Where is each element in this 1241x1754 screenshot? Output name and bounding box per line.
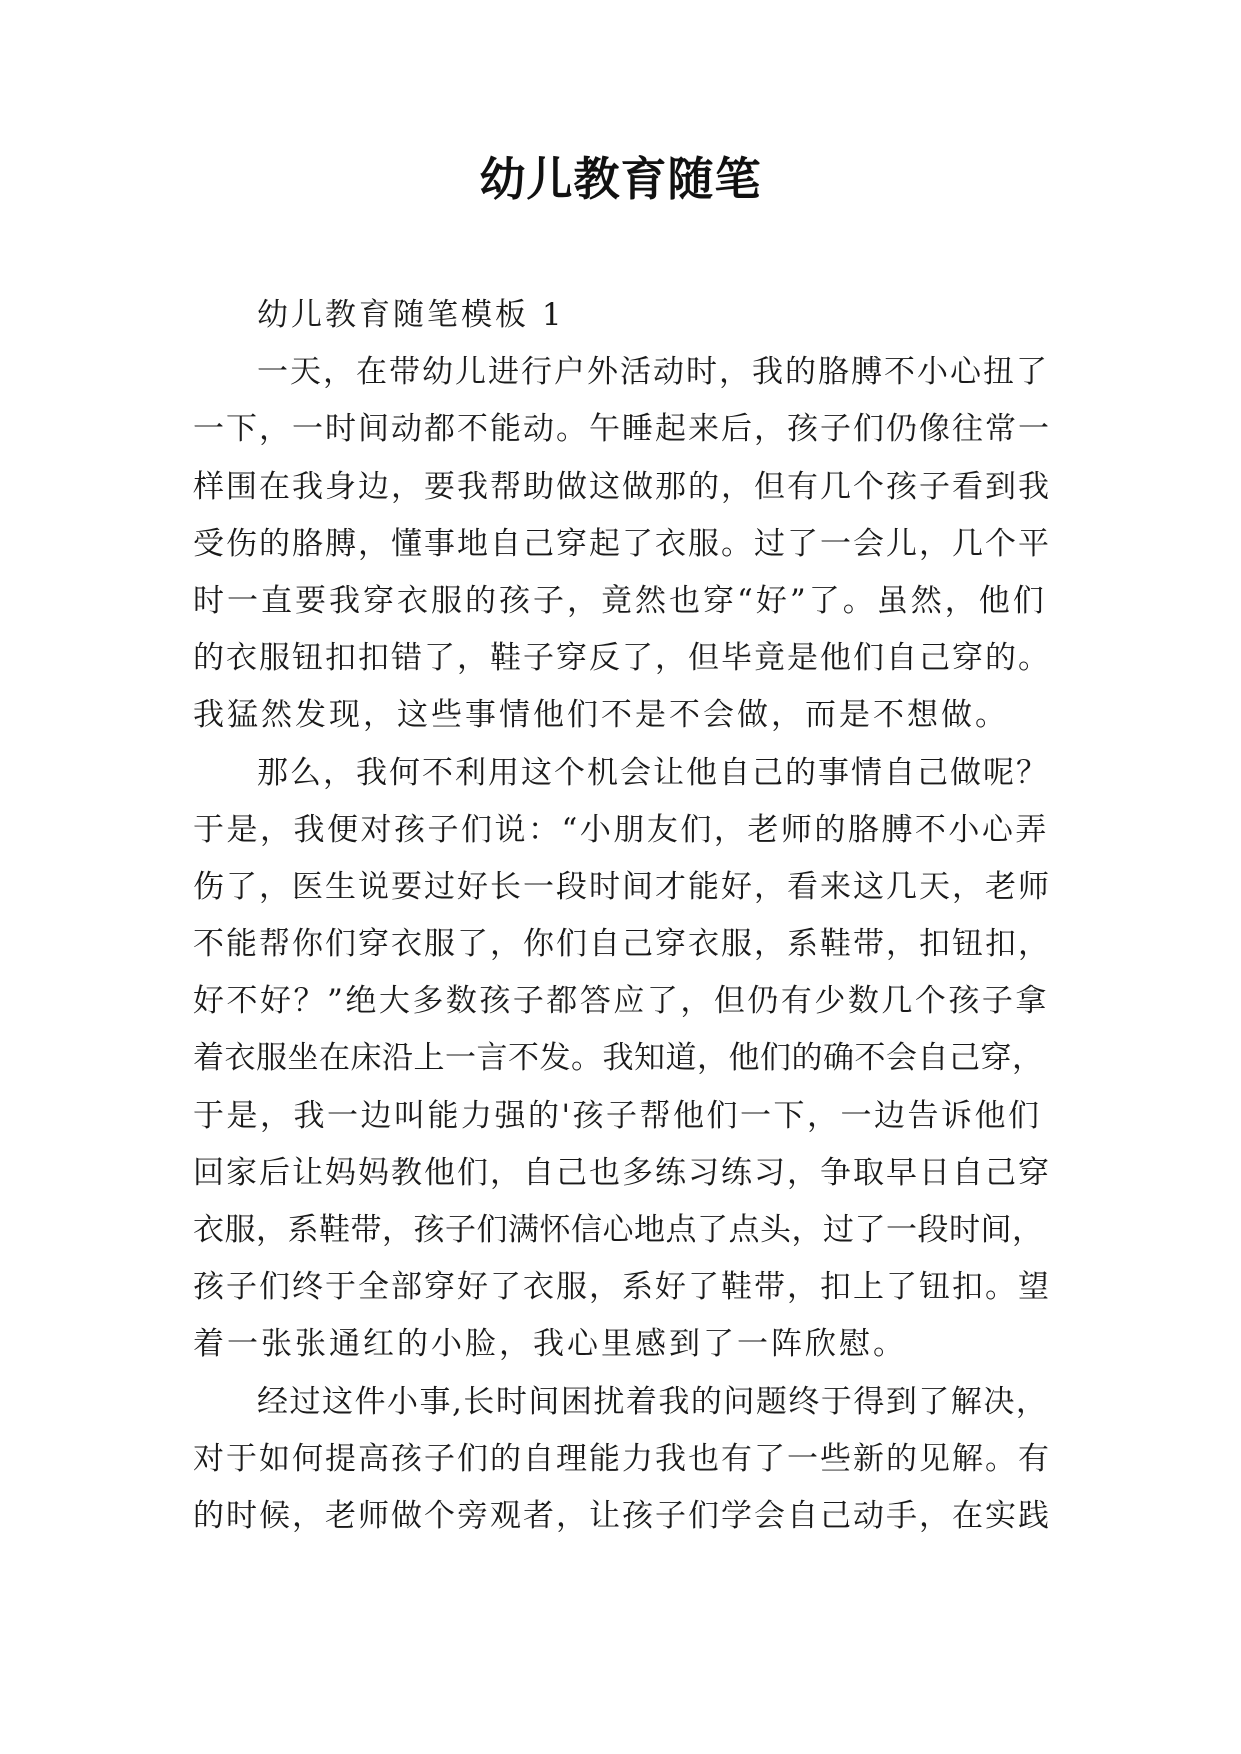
text-line: 伤了，医生说要过好长一段时间才能好，看来这几天，老师	[193, 868, 1051, 905]
text-line: 一下，一时间动都不能动。午睡起来后，孩子们仍像往常一	[193, 411, 1051, 448]
text-line: 着衣服坐在床沿上一言不发。我知道，他们的确不会自己穿，	[193, 1040, 1044, 1077]
text-line: 孩子们终于全部穿好了衣服，系好了鞋带，扣上了钮扣。望	[193, 1269, 1051, 1306]
text-line: 好不好？”绝大多数孩子都答应了，但仍有少数几个孩子拿	[193, 983, 1049, 1020]
text-line: 的衣服钮扣扣错了，鞋子穿反了，但毕竟是他们自己穿的。	[193, 640, 1051, 677]
text-line: 对于如何提高孩子们的自理能力我也有了一些新的见解。有	[193, 1440, 1051, 1477]
text-line: 衣服，系鞋带，孩子们满怀信心地点了点头，过了一段时间，	[193, 1212, 1044, 1248]
document-title: 幼儿教育随笔	[479, 152, 762, 206]
document-body	[193, 287, 1053, 1545]
text-line: 时一直要我穿衣服的孩子，竟然也穿“好”了。虽然，他们	[193, 582, 1047, 619]
text-line: 的时候，老师做个旁观者，让孩子们学会自己动手，在实践	[193, 1497, 1051, 1534]
text-line: 那么，我何不利用这个机会让他自己的事情自己做呢？	[257, 754, 1049, 791]
text-line: 回家后让妈妈教他们，自己也多练习练习，争取早日自己穿	[193, 1154, 1051, 1191]
text-line: 我猛然发现，这些事情他们不是不会做，而是不想做。	[193, 697, 1009, 734]
text-line: 于是，我一边叫能力强的'孩子帮他们一下，一边告诉他们	[193, 1097, 1042, 1134]
text-line: 样围在我身边，要我帮助做这做那的，但有几个孩子看到我	[193, 468, 1051, 505]
text-line: 于是，我便对孩子们说：“小朋友们，老师的胳膊不小心弄	[193, 811, 1049, 848]
text-line: 一天，在带幼儿进行户外活动时，我的胳膊不小心扭了	[257, 354, 1049, 391]
text-line: 不能帮你们穿衣服了，你们自己穿衣服，系鞋带，扣钮扣，	[193, 926, 1051, 963]
text-line: 幼儿教育随笔模板 1	[257, 297, 565, 333]
text-line: 经过这件小事,长时间困扰着我的问题终于得到了解决，	[257, 1383, 1049, 1420]
text-line: 着一张张通红的小脸，我心里感到了一阵欣慰。	[193, 1326, 907, 1363]
text-line: 受伤的胳膊，懂事地自己穿起了衣服。过了一会儿，几个平	[193, 525, 1051, 562]
